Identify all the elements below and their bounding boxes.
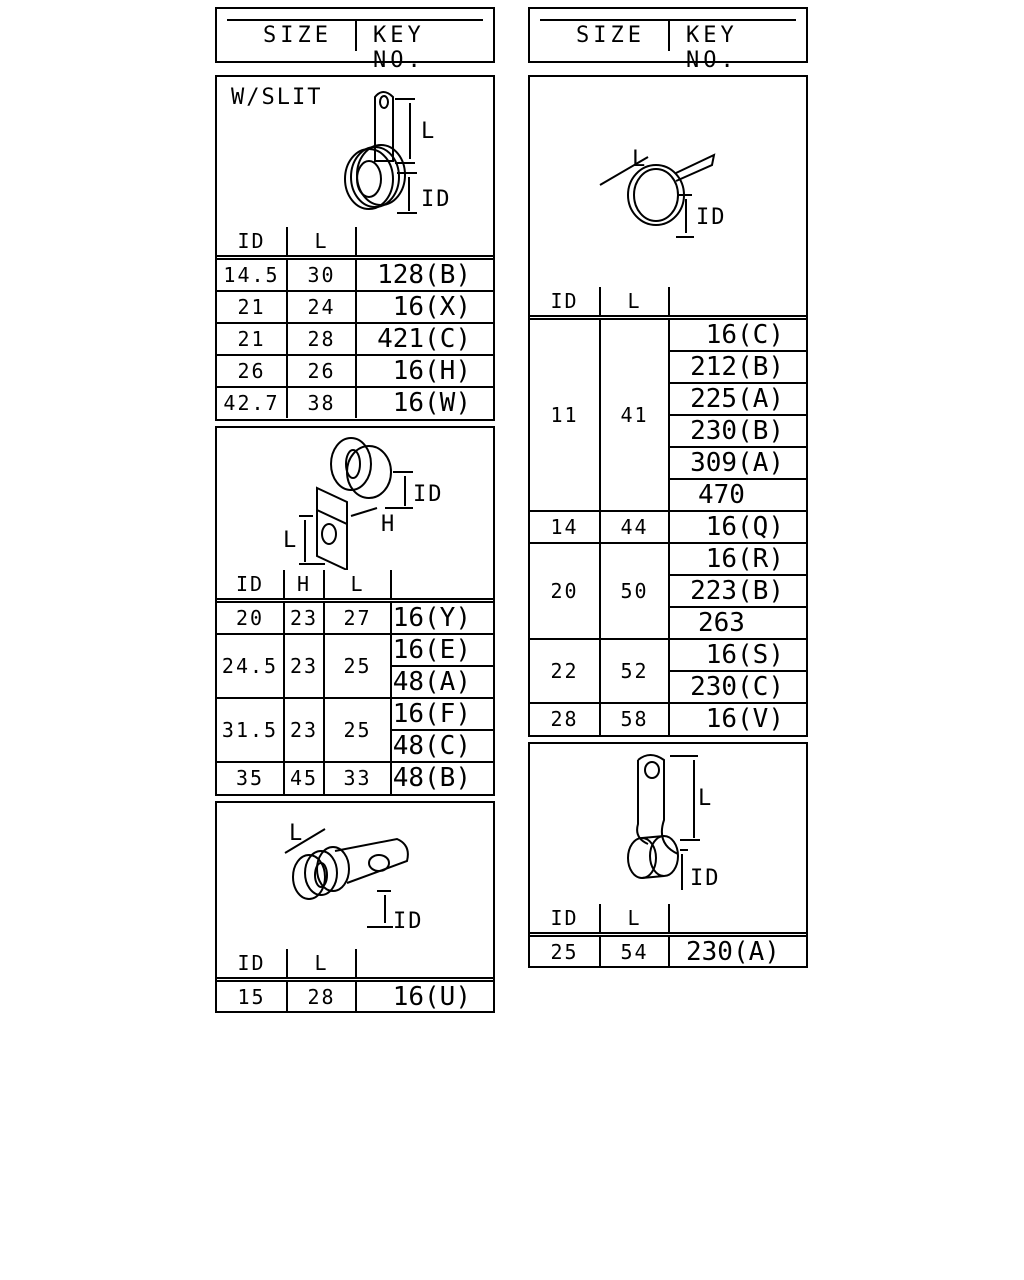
cell-key: 16(V) <box>669 703 806 735</box>
cell-l: 30 <box>287 257 356 291</box>
dim-id-label: ID <box>696 205 727 230</box>
table-header-row <box>217 949 493 979</box>
cell-id: 14.5 <box>217 257 287 291</box>
cell-l: 33 <box>324 762 391 794</box>
cell-l: 24 <box>287 291 356 323</box>
cell-id: 22 <box>530 639 600 703</box>
cell-key: 230(A) <box>669 934 806 967</box>
dim-id-label: ID <box>690 866 721 891</box>
cell-id: 21 <box>217 323 287 355</box>
cell-key: 470 <box>669 479 806 511</box>
cell-id: 28 <box>530 703 600 735</box>
cell-l: 28 <box>287 979 356 1012</box>
cushion-clamp-drawing <box>217 803 493 949</box>
cell-key: 16(Q) <box>669 511 806 543</box>
cell-l: 25 <box>324 698 391 762</box>
table-row <box>530 511 806 543</box>
p-clamp-table <box>530 904 806 967</box>
table-row <box>530 317 806 351</box>
cell-key: 309(A) <box>669 447 806 479</box>
cell-h: 23 <box>284 698 324 762</box>
band-clamp-figure <box>530 77 806 287</box>
cell-h: 45 <box>284 762 324 794</box>
cell-key: 230(C) <box>669 671 806 703</box>
cushion-clamp-panel <box>215 801 495 1013</box>
col-h: H <box>284 570 324 600</box>
right-header <box>528 7 808 73</box>
cell-key: 223(B) <box>669 575 806 607</box>
col-id: ID <box>217 949 287 979</box>
p-clamp-figure <box>530 744 806 904</box>
col-key <box>669 287 806 317</box>
cell-id: 31.5 <box>217 698 284 762</box>
table-row <box>217 291 493 323</box>
cell-l: 41 <box>600 317 669 511</box>
cell-l: 26 <box>287 355 356 387</box>
clamp-slit-panel <box>215 75 495 421</box>
table-row <box>530 934 806 967</box>
col-key <box>356 227 493 257</box>
table-row <box>217 355 493 387</box>
cell-key: 16(E) <box>391 634 493 666</box>
cell-key: 48(B) <box>391 762 493 794</box>
cell-key: 16(Y) <box>391 600 493 634</box>
cell-key: 128(B) <box>356 257 493 291</box>
slit-note: W/SLIT <box>231 85 323 110</box>
band-clamp-table <box>530 287 806 735</box>
cell-key: 421(C) <box>356 323 493 355</box>
col-l: L <box>600 287 669 317</box>
dim-id-label: ID <box>393 909 424 934</box>
key-no-label: KEY NO. <box>373 23 425 73</box>
cell-l: 54 <box>600 934 669 967</box>
table-row <box>217 762 493 794</box>
cell-key: 16(R) <box>669 543 806 575</box>
band-clamp-panel <box>528 75 808 737</box>
table-header-row <box>530 904 806 934</box>
cushion-clamp-figure <box>217 803 493 949</box>
table-row <box>217 600 493 634</box>
table-row <box>217 387 493 418</box>
header-divider <box>668 21 670 51</box>
col-key <box>391 570 493 600</box>
cell-key: 230(B) <box>669 415 806 447</box>
cell-l: 28 <box>287 323 356 355</box>
table-row <box>217 257 493 291</box>
col-id: ID <box>530 904 600 934</box>
table-row <box>217 979 493 1012</box>
dim-h-label: H <box>381 512 397 537</box>
col-l: L <box>324 570 391 600</box>
cell-id: 26 <box>217 355 287 387</box>
table-row <box>530 703 806 735</box>
bracket-clamp-figure <box>217 428 493 570</box>
table-row <box>217 323 493 355</box>
bracket-clamp-drawing <box>217 428 493 570</box>
col-key <box>669 904 806 934</box>
dim-l-label: L <box>632 147 648 172</box>
col-key <box>356 949 493 979</box>
p-clamp-panel <box>528 742 808 968</box>
bracket-clamp-panel <box>215 426 495 796</box>
size-label: SIZE <box>263 23 332 48</box>
cell-key: 16(S) <box>669 639 806 671</box>
table-header-row <box>217 227 493 257</box>
clamp-slit-figure <box>217 77 493 227</box>
cell-l: 38 <box>287 387 356 418</box>
cell-key: 263 <box>669 607 806 639</box>
cell-h: 23 <box>284 634 324 698</box>
col-id: ID <box>530 287 600 317</box>
left-header <box>215 7 495 73</box>
bracket-clamp-table <box>217 570 493 794</box>
table-header-row <box>217 570 493 600</box>
cell-key: 225(A) <box>669 383 806 415</box>
cell-id: 42.7 <box>217 387 287 418</box>
dim-id-label: ID <box>413 482 444 507</box>
cell-id: 14 <box>530 511 600 543</box>
cell-id: 21 <box>217 291 287 323</box>
table-row <box>530 543 806 575</box>
cell-id: 20 <box>217 600 284 634</box>
cell-l: 58 <box>600 703 669 735</box>
dim-id-label: ID <box>421 187 452 212</box>
col-id: ID <box>217 227 287 257</box>
table-row <box>217 634 493 666</box>
header-divider <box>355 21 357 51</box>
dim-l-label: L <box>289 821 305 846</box>
cell-key: 48(C) <box>391 730 493 762</box>
cell-id: 35 <box>217 762 284 794</box>
cell-l: 52 <box>600 639 669 703</box>
col-l: L <box>287 227 356 257</box>
cushion-clamp-table <box>217 949 493 1012</box>
cell-id: 20 <box>530 543 600 639</box>
clamp-slit-table <box>217 227 493 418</box>
cell-l: 44 <box>600 511 669 543</box>
dim-l-label: L <box>421 119 437 144</box>
cell-key: 16(C) <box>669 317 806 351</box>
cell-key: 16(U) <box>356 979 493 1012</box>
dim-l-label: L <box>283 528 299 553</box>
cell-id: 15 <box>217 979 287 1012</box>
cell-key: 16(F) <box>391 698 493 730</box>
cell-id: 24.5 <box>217 634 284 698</box>
col-l: L <box>600 904 669 934</box>
cell-key: 212(B) <box>669 351 806 383</box>
table-row <box>530 639 806 671</box>
cell-l: 50 <box>600 543 669 639</box>
cell-l: 27 <box>324 600 391 634</box>
col-id: ID <box>217 570 284 600</box>
cell-h: 23 <box>284 600 324 634</box>
table-row <box>217 698 493 730</box>
table-header-row <box>530 287 806 317</box>
cell-key: 16(H) <box>356 355 493 387</box>
p-clamp-drawing <box>530 744 806 904</box>
cell-key: 16(X) <box>356 291 493 323</box>
cell-key: 16(W) <box>356 387 493 418</box>
cell-key: 48(A) <box>391 666 493 698</box>
key-no-label: KEY NO. <box>686 23 738 73</box>
cell-id: 11 <box>530 317 600 511</box>
dim-l-label: L <box>698 786 714 811</box>
cell-l: 25 <box>324 634 391 698</box>
band-clamp-drawing <box>530 77 806 287</box>
col-l: L <box>287 949 356 979</box>
size-label: SIZE <box>576 23 645 48</box>
cell-id: 25 <box>530 934 600 967</box>
